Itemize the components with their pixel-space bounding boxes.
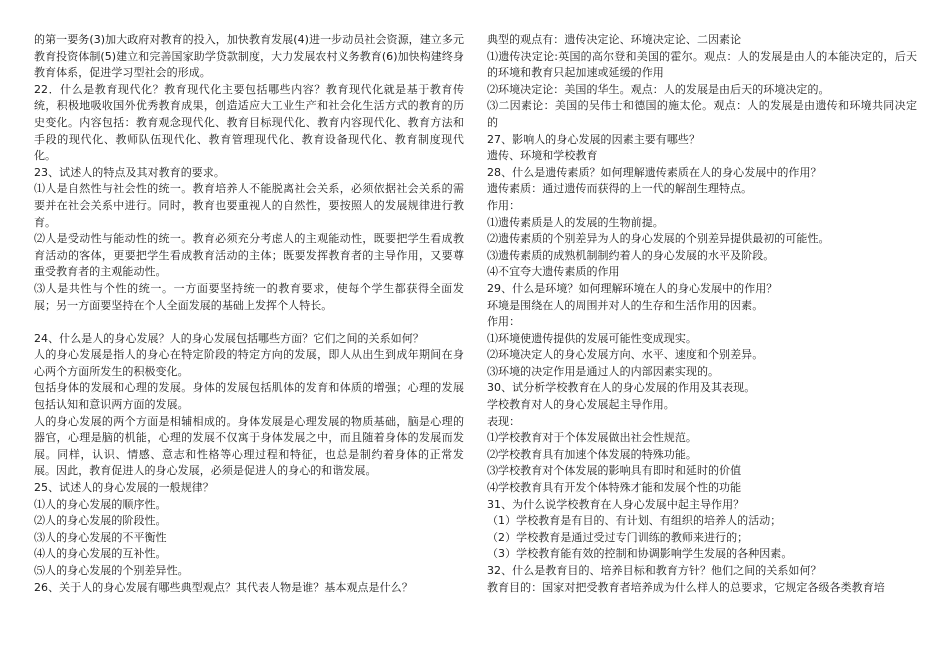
right-paragraph: 学校教育对人的身心发展起主导作用。 xyxy=(487,398,675,412)
left-paragraph xyxy=(34,314,464,331)
right-paragraph: （1）学校教育是有目的、有计划、有组织的培养人的活动； xyxy=(487,514,782,528)
left-paragraph: 24、什么是人的身心发展？人的身心发展包括哪些方面？它们之间的关系如何？ xyxy=(34,331,424,345)
right-paragraph: ⑴环境使遗传提供的发展可能性变成现实。 xyxy=(487,331,697,345)
right-paragraph: 教育目的：国家对把受教育者培养成为什么样人的总要求，它规定各级各类教育培 xyxy=(487,580,885,594)
left-text-column xyxy=(34,32,464,596)
right-paragraph: ⑵学校教育具有加速个体发展的特殊功能。 xyxy=(487,447,697,461)
left-paragraph: 人的身心发展是指人的身心在特定阶段的特定方向的发展，即人从出生到成年期间在身心两个方面所发生的积极变化。 xyxy=(34,348,464,378)
left-paragraph: 包括身体的发展和心理的发展。身体的发展包括肌体的发育和体质的增强；心理的发展包括认知和意识两方面的发展。 xyxy=(34,381,464,412)
left-paragraph: 25、试述人的身心发展的一般规律？ xyxy=(34,481,214,495)
left-paragraph: ⑵人的身心发展的阶段性。 xyxy=(34,514,167,528)
left-paragraph: ⑸人的身心发展的个别差异性。 xyxy=(34,564,189,577)
right-paragraph: ⑷不宜夸大遗传素质的作用 xyxy=(487,265,620,279)
right-paragraph: （2）学校教育是通过受过专门训练的教师来进行的； xyxy=(487,530,749,544)
right-paragraph: 遗传、环境和学校教育 xyxy=(487,149,598,163)
right-paragraph: ⑵环境决定论：美国的华生。观点：人的发展是由后天的环境决定的。 xyxy=(487,82,830,96)
right-paragraph: ⑴遗传决定论:英国的高尔登和美国的霍尔。观点：人的发展是由人的本能决定的，后天的环境和教育只起加速或延缓的作用 xyxy=(487,49,917,80)
right-paragraph: 27、影响人的身心发展的因素主要有哪些？ xyxy=(487,132,700,146)
right-paragraph: ⑶遗传素质的成熟机制制约着人的身心发展的水平及阶段。 xyxy=(487,248,775,262)
right-paragraph: 29、什么是环境？如何理解环境在人的身心发展中的作用？ xyxy=(487,281,778,295)
left-paragraph: ⑴人的身心发展的顺序性。 xyxy=(34,497,167,511)
left-paragraph: ⑴人是自然性与社会性的统一。教育培养人不能脱离社会关系，必须依据社会关系的需要并在社会关系中进行。同时，教育也要重视人的自然性，要按照人的发展规律进行教育。 xyxy=(34,182,464,229)
right-paragraph: ⑶二因素论：美国的吴伟士和德国的施太伦。观点：人的发展是由遗传和环境共同决定的 xyxy=(487,99,917,129)
left-paragraph: ⑷人的身心发展的互补性。 xyxy=(34,547,167,561)
right-paragraph: ⑴遗传素质是人的发展的生物前提。 xyxy=(487,215,664,229)
left-paragraph: 26、关于人的身心发展有哪些典型观点？其代表人物是谁？基本观点是什么？ xyxy=(34,580,413,594)
right-paragraph: ⑶环境的决定作用是通过人的内部因素实现的。 xyxy=(487,364,720,378)
right-paragraph: 32、什么是教育目的、培养目标和教育方针？他们之间的关系如何？ xyxy=(487,564,822,577)
right-paragraph: 31、为什么说学校教育在人身心发展中起主导作用？ xyxy=(487,497,745,511)
right-paragraph: ⑷学校教育具有开发个体特殊才能和发展个性的功能 xyxy=(487,481,742,495)
right-paragraph: 遗传素质：通过遗传而获得的上一代的解剖生理特点。 xyxy=(487,182,753,196)
left-paragraph: ⑶人是共性与个性的统一。一方面要坚持统一的教育要求，使每个学生都获得全面发展；另一方面要坚持在个人全面发展的基础上发挥个人特长。 xyxy=(34,281,464,312)
right-paragraph: 作用： xyxy=(487,198,521,212)
right-text-column xyxy=(487,32,917,596)
left-paragraph: 人的身心发展的两个方面是相辅相成的。身体发展是心理发展的物质基础，脑是心理的器官，心理是脑的机能，心理的发展不仅寓于身体发展之中，而且随着身体的发展而发展。同样，认识、情感、意志和性格等心理过程和特征，也总是制约着身体的正常发展。因此，教育促进人的身心发展，必须是促进人的身心的和谐发展。 xyxy=(34,414,464,478)
left-paragraph: 的第一要务(3)加大政府对教育的投入，加快教育发展(4)进一步动员社会资源，建立多元教育投资体制(5)建立和完善国家助学贷款制度，大力发展农村义务教育(6)加快构建终身教育体系，促进学习型社会的形成。 xyxy=(34,33,464,80)
right-paragraph: ⑶学校教育对个体发展的影响具有即时和延时的价值 xyxy=(487,464,742,478)
right-paragraph: 典型的观点有：遗传决定论、环境决定论、二因素论 xyxy=(487,33,742,46)
left-paragraph: ⑶人的身心发展的不平衡性 xyxy=(34,530,167,544)
right-paragraph: 表现： xyxy=(487,414,521,428)
right-paragraph: （3）学校教育能有效的控制和协调影响学生发展的各种因素。 xyxy=(487,547,793,561)
right-paragraph: 环境是围绕在人的周围并对人的生存和生活作用的因素。 xyxy=(487,298,764,312)
left-paragraph: 22．什么是教育现代化？教育现代化主要包括哪些内容？教育现代化就是基于教育传统，积极地吸收国外优秀教育成果，创造适应大工业生产和社会化生活方式的教育的历史变化。内容包括：教育观念现代化、教育目标现代化、教育内容现代化、教育方法和手段的现代化、教师队伍现代化、教育管理现代化、教育设备现代化、教育制度现代化。 xyxy=(34,82,464,163)
right-paragraph: ⑵遗传素质的个别差异为人的身心发展的个别差异提供最初的可能性。 xyxy=(487,232,830,246)
left-paragraph: ⑵人是受动性与能动性的统一。教育必须充分考虑人的主观能动性，既要把学生看成教育活动的客体，更要把学生看成教育活动的主体；既要发挥教育者的主导作用，又要尊重受教育者的主观能动性。 xyxy=(34,232,464,279)
right-paragraph: ⑴学校教育对于个体发展做出社会性规范。 xyxy=(487,431,697,445)
left-paragraph: 23、试述人的特点及其对教育的要求。 xyxy=(34,165,225,179)
right-paragraph: ⑵环境决定人的身心发展方向、水平、速度和个别差异。 xyxy=(487,348,764,362)
right-paragraph: 30、试分析学校教育在人的身心发展的作用及其表现。 xyxy=(487,381,756,395)
right-paragraph: 作用： xyxy=(487,315,521,329)
right-paragraph: 28、什么是遗传素质？如何理解遗传素质在人的身心发展中的作用？ xyxy=(487,165,822,179)
